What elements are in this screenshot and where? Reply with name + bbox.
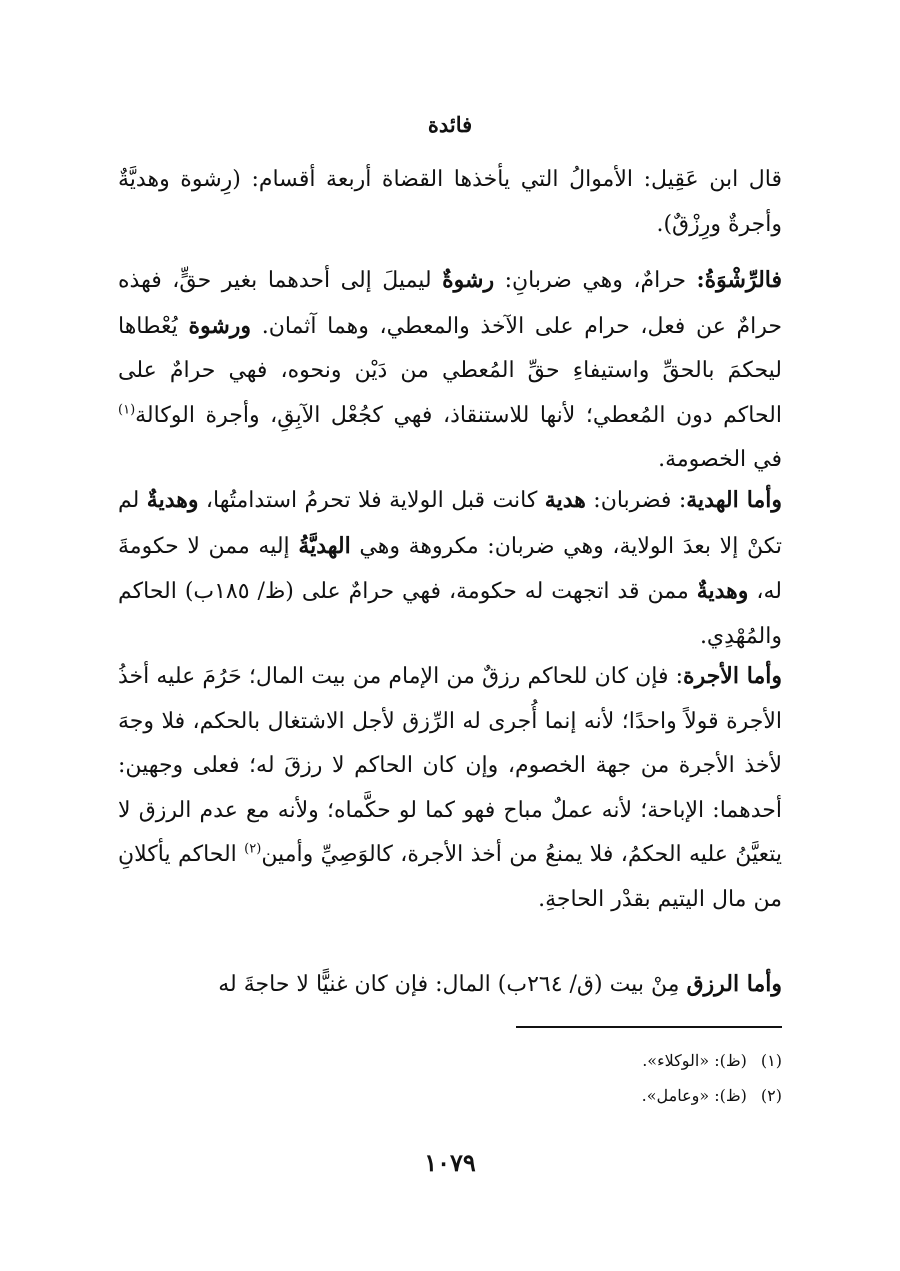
wage-text-2: الحاكم يأكلانِ من مال اليتيم بقدْر الحاجةِ. (118, 842, 782, 912)
gift-text-2: كانت قبل الولاية فلا تحرمُ استدامتُها، (198, 488, 545, 513)
gift-text-3: لم تكنْ إلا بعدَ الولاية، وهي ضربان: مكروهة وهي (118, 488, 782, 559)
bribery-text-2: ليميلَ إلى أحدهما بغير حقٍّ، فهذه حرامٌ عن فعل، حرام على الآخذ والمعطي، وهما آثمان. (118, 268, 782, 339)
footnote-ref-1: (١) (118, 402, 136, 418)
gift-text-4: إليه ممن لا حكومةَ له، (118, 533, 783, 604)
paragraph-provision (118, 962, 782, 1008)
provision-text: مِنْ بيت (ق/ ٢٦٤ب) المال: فإن كان غنيًّا لا حاجةَ له (218, 972, 687, 997)
footnote-1-text: (ظ): «الوكلاء». (642, 1051, 747, 1070)
gift-term-2: وهديةٌ (146, 487, 199, 513)
bribery-term-1: رشوةٌ (442, 267, 495, 293)
wage-text-1: : فإن كان للحاكم رزقٌ من الإمام من بيت المال؛ حَرُمَ عليه أخذُ الأجرة قولاً واحدًا؛ لأنه إنما أُجرى له الرِّزق لأجل الاشتغال بالحكم، فلا وجهَ لأخذ الأجرة من جهة الخصوم، وإن كان الحاكم لا رزقَ له؛ فعلى وجهين: أحدهما: الإباحة؛ لأنه عملٌ مباح فهو كما لو حكَّماه؛ ولأنه مع عدم الرزق لا يتعيَّنُ عليه الحكمُ، فلا يمنعُ من أخذ الأجرة، كالوَصِيِّ وأمين (118, 664, 782, 867)
footnote-2 (118, 1085, 782, 1107)
footnote-1-number: (١) (760, 1051, 782, 1070)
section-title: فائدة (427, 112, 473, 137)
paragraph-bribery (118, 258, 782, 483)
footnote-2-number: (٢) (760, 1086, 782, 1105)
intro-text: قال ابن عَقِيل: الأموالُ التي يأخذها القضاة أربعة أقسام: (رِشوة وهديَّةٌ وأجرةٌ ورِزْقٌ). (118, 167, 782, 237)
bribery-text-4: في الخصومة. (658, 447, 782, 472)
bribery-term-2: ورشوة (188, 312, 252, 339)
footnote-2-text: (ظ): «وعامل». (641, 1086, 747, 1105)
bribery-text-1: حرامٌ، وهي ضربانِ: (494, 268, 697, 293)
footnote-1 (118, 1050, 782, 1072)
gift-term-4: وهديةٌ (696, 578, 749, 604)
gift-term-3: الهديَّةُ (298, 532, 351, 559)
provision-heading: وأما الرزق (686, 971, 782, 997)
gift-text-1: : فضربان: (585, 488, 687, 513)
gift-term-1: هدية (544, 487, 586, 513)
paragraph-wage (118, 654, 782, 922)
wage-heading: وأما الأجرة (683, 663, 783, 689)
footnote-divider (516, 1026, 782, 1028)
paragraph-gift (118, 478, 782, 659)
gift-heading: وأما الهدية (686, 487, 783, 513)
bribery-text-3: يُعْطاها ليحكمَ بالحقِّ واستيفاءِ حقِّ المُعطي من دَيْن ونحوه، فهي حرامٌ على الحاكم دون المُعطي؛ لأنها للاستنقاذ، فهي كجُعْل الآبِقِ، وأجرة الوكالة (118, 313, 782, 428)
page-body (118, 0, 782, 1271)
paragraph-intro (118, 158, 782, 247)
gift-text-5: ممن قد اتجهت له حكومة، فهي حرامٌ على (ظ/ ١٨٥ب) الحاكم والمُهْدِي. (118, 579, 782, 649)
page-number: ١٠٧٩ (424, 1148, 476, 1177)
footnote-ref-2: (٢) (244, 841, 262, 857)
bribery-heading: فالرِّشْوَةُ: (696, 267, 782, 293)
